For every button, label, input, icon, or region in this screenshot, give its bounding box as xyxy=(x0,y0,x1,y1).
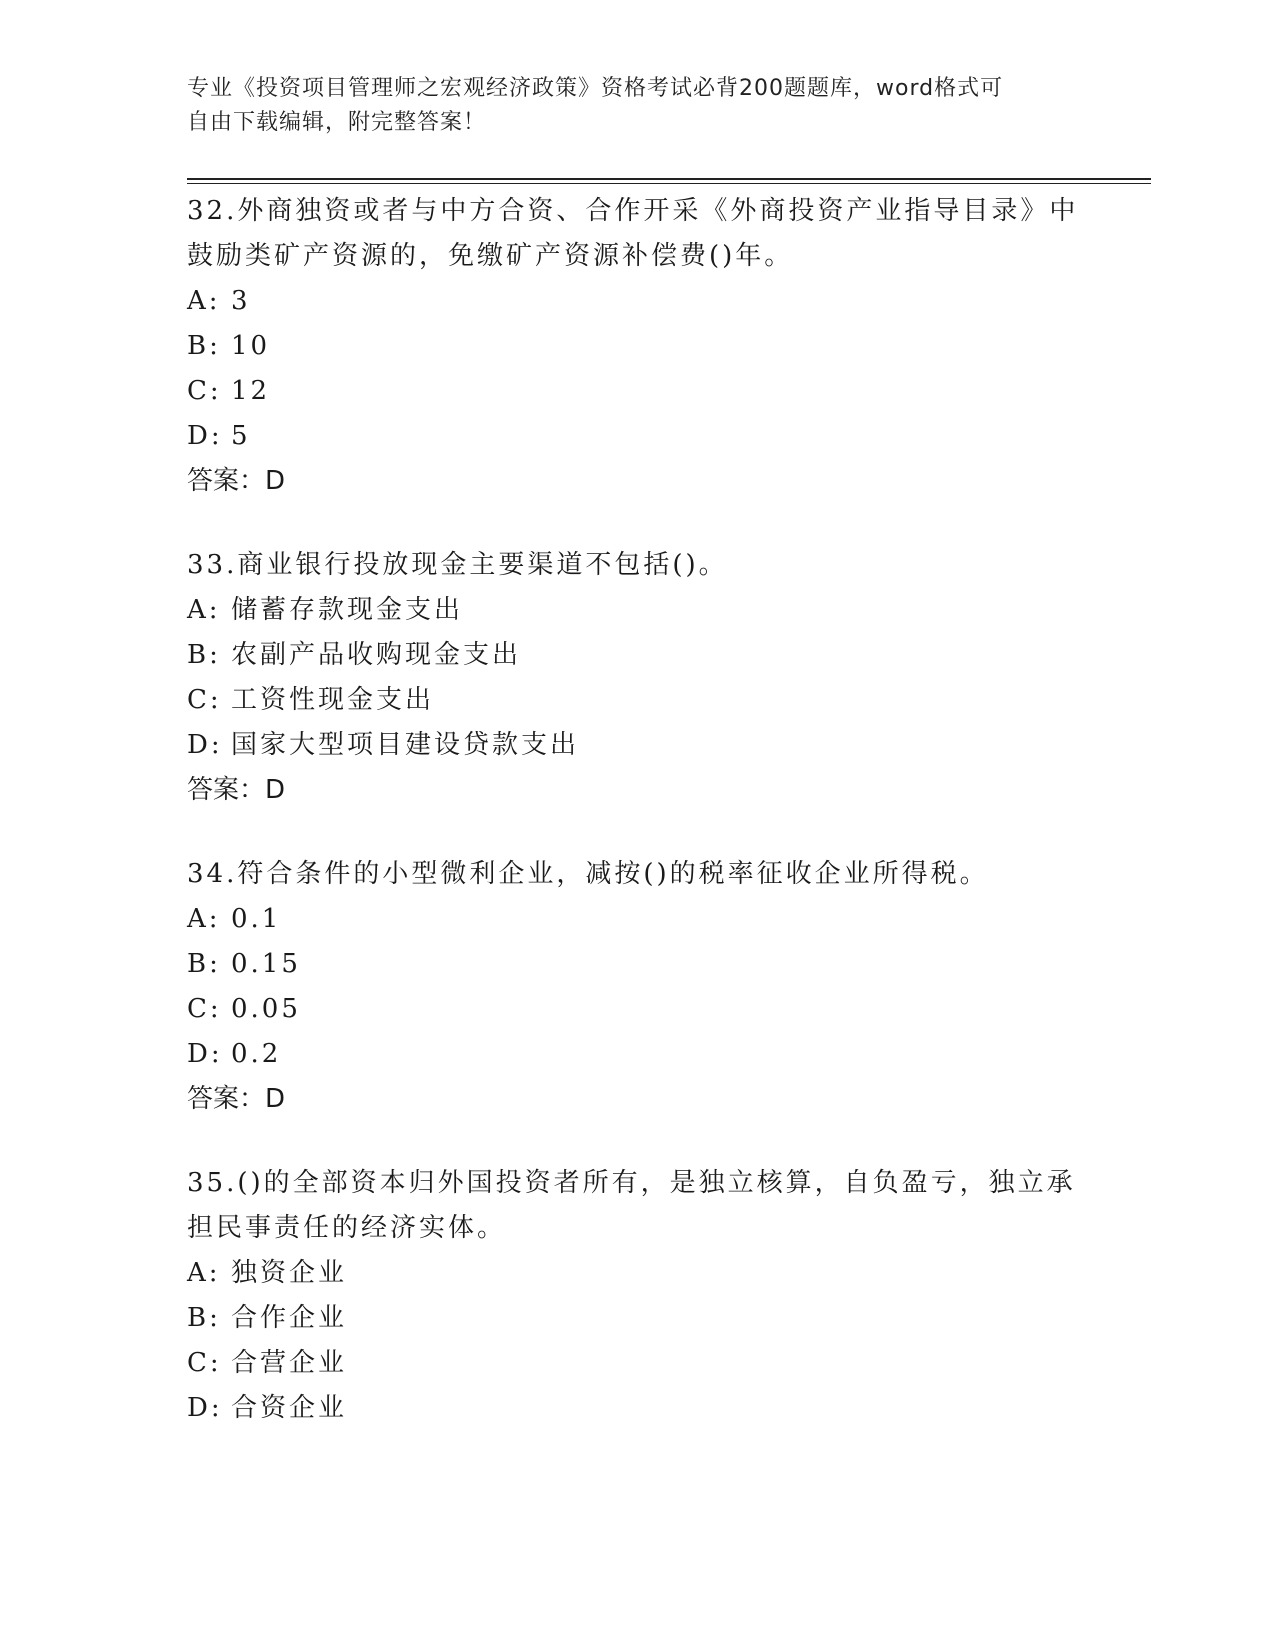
option-letter: D: xyxy=(187,1393,223,1423)
question-stem xyxy=(187,186,1087,279)
answer-line: 答案：D xyxy=(187,775,286,805)
option-text: 农副产品收购现金支出 xyxy=(231,640,522,670)
option-text: 工资性现金支出 xyxy=(231,685,435,715)
stem-line: 35.()的全部资本归外国投资者所有，是独立核算，自负盈亏，独立承 xyxy=(187,1168,1076,1198)
option-a xyxy=(187,1251,1087,1296)
stem-line: 33.商业银行投放现金主要渠道不包括()。 xyxy=(187,550,728,580)
option-letter: A: xyxy=(187,286,221,316)
question-32 xyxy=(187,186,1087,504)
option-letter: A: xyxy=(187,904,221,934)
option-text: 5 xyxy=(231,421,251,451)
option-c xyxy=(187,369,1087,414)
option-letter: B: xyxy=(187,1303,221,1333)
option-letter: B: xyxy=(187,640,221,670)
option-b xyxy=(187,942,1087,987)
header-line-2: 自由下载编辑，附完整答案！ xyxy=(187,110,487,135)
option-text: 0.05 xyxy=(231,994,301,1024)
option-text: 10 xyxy=(231,331,271,361)
option-d xyxy=(187,723,1087,768)
option-letter: B: xyxy=(187,949,221,979)
option-d xyxy=(187,414,1087,459)
option-letter: C: xyxy=(187,994,222,1024)
answer-line: 答案：D xyxy=(187,1084,286,1114)
option-d xyxy=(187,1032,1087,1077)
option-letter: B: xyxy=(187,331,221,361)
option-c xyxy=(187,987,1087,1032)
stem-line: 担民事责任的经济实体。 xyxy=(187,1213,507,1243)
option-a xyxy=(187,588,1087,633)
option-text: 独资企业 xyxy=(231,1258,348,1288)
option-letter: C: xyxy=(187,1348,222,1378)
option-letter: A: xyxy=(187,1258,221,1288)
stem-line: 34.符合条件的小型微利企业，减按()的税率征收企业所得税。 xyxy=(187,859,989,889)
option-b xyxy=(187,324,1087,369)
option-c xyxy=(187,1341,1087,1386)
option-b xyxy=(187,1296,1087,1341)
option-text: 0.1 xyxy=(231,904,282,934)
header-divider xyxy=(187,178,1151,184)
option-a xyxy=(187,897,1087,942)
option-text: 合作企业 xyxy=(231,1303,348,1333)
option-d xyxy=(187,1386,1087,1431)
option-letter: C: xyxy=(187,685,222,715)
option-text: 12 xyxy=(231,376,271,406)
option-text: 国家大型项目建设贷款支出 xyxy=(231,730,580,760)
option-text: 合营企业 xyxy=(231,1348,348,1378)
option-letter: D: xyxy=(187,1039,223,1069)
stem-line: 鼓励类矿产资源的，免缴矿产资源补偿费()年。 xyxy=(187,241,794,271)
header-line-1: 专业《投资项目管理师之宏观经济政策》资格考试必背200题题库，word格式可 xyxy=(187,76,1004,101)
question-list xyxy=(187,186,1087,1467)
option-b xyxy=(187,633,1087,678)
answer-line: 答案：D xyxy=(187,466,286,496)
question-35 xyxy=(187,1158,1087,1431)
option-letter: D: xyxy=(187,730,223,760)
question-stem xyxy=(187,540,1087,588)
option-a xyxy=(187,279,1087,324)
option-text: 0.15 xyxy=(231,949,301,979)
question-stem xyxy=(187,849,1087,897)
option-text: 3 xyxy=(231,286,251,316)
question-stem xyxy=(187,1158,1087,1251)
stem-line: 32.外商独资或者与中方合资、合作开采《外商投资产业指导目录》中 xyxy=(187,196,1079,226)
option-text: 合资企业 xyxy=(231,1393,348,1423)
option-text: 0.2 xyxy=(231,1039,282,1069)
option-letter: C: xyxy=(187,376,222,406)
option-c xyxy=(187,678,1087,723)
option-letter: A: xyxy=(187,595,221,625)
option-letter: D: xyxy=(187,421,223,451)
option-text: 储蓄存款现金支出 xyxy=(231,595,464,625)
question-34 xyxy=(187,849,1087,1122)
document-header xyxy=(187,72,1087,140)
question-33 xyxy=(187,540,1087,813)
